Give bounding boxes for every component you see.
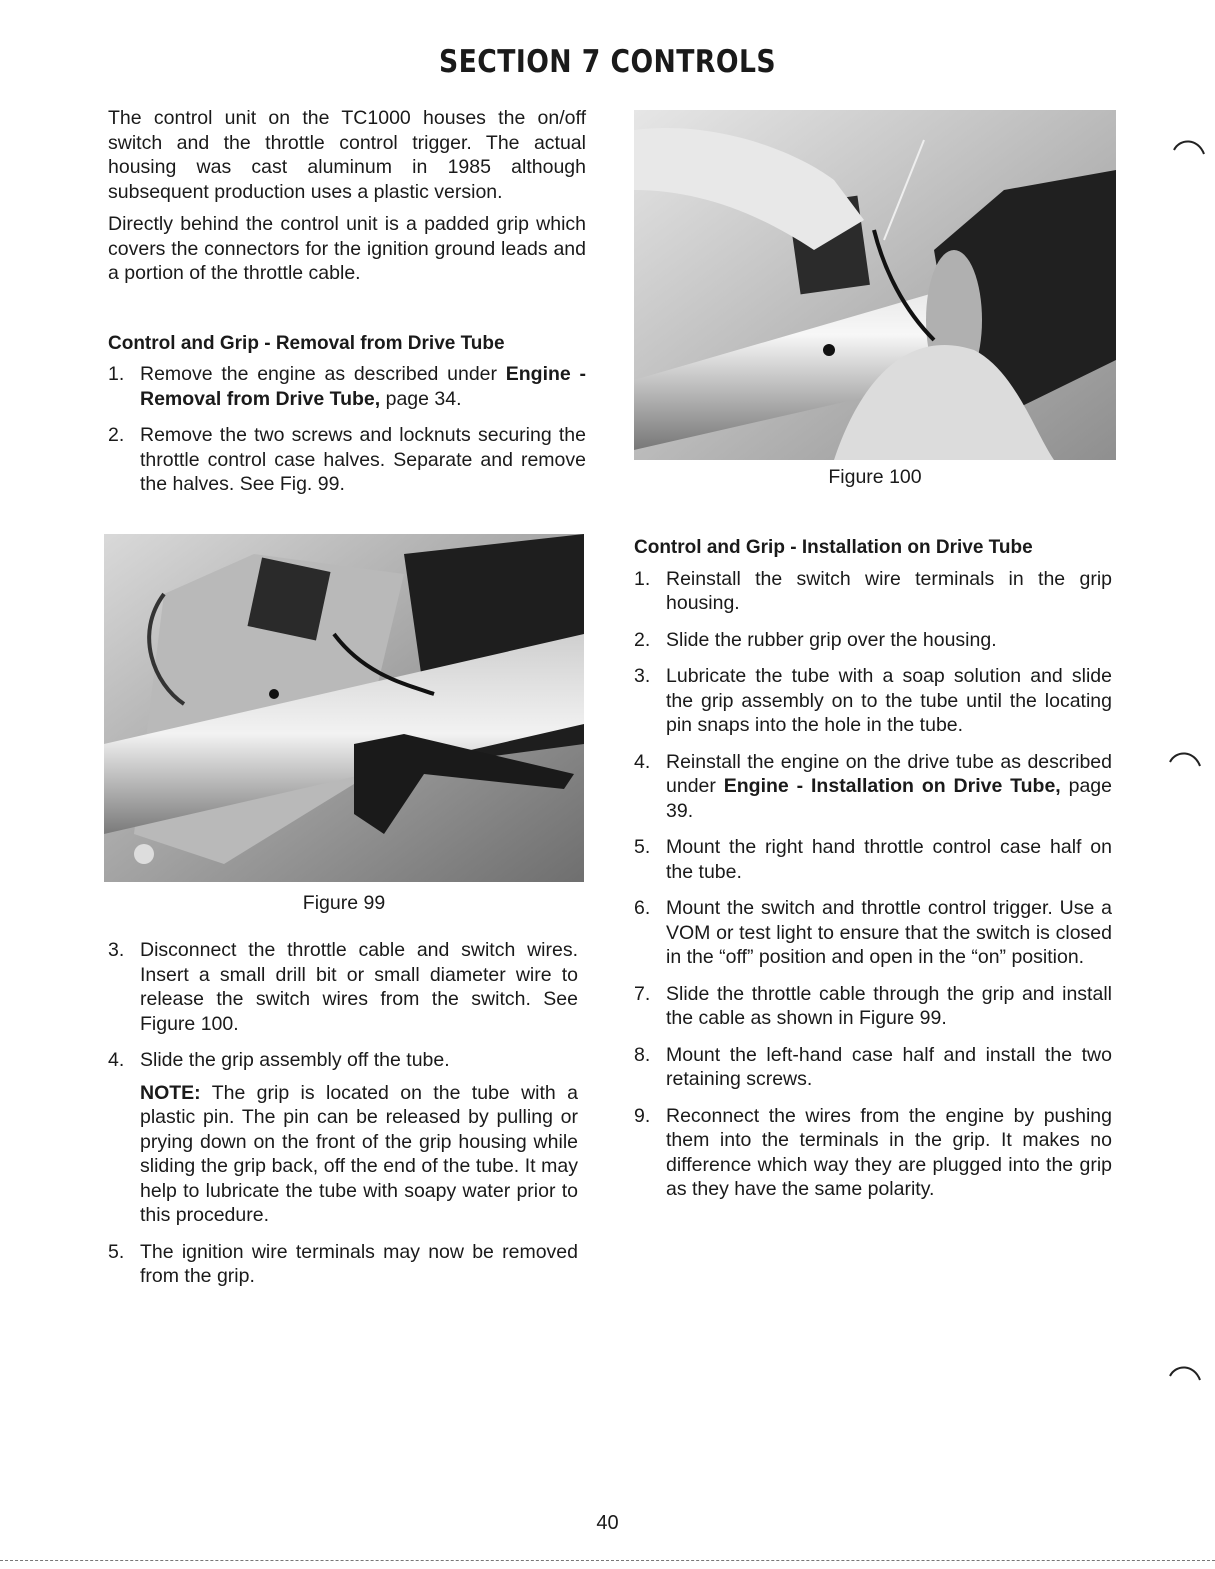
installation-step-2: 2. Slide the rubber grip over the housing. (634, 628, 997, 651)
installation-step-7: 7. Slide the throttle cable through the grip and install the cable as shown in Figure 99. (634, 982, 1112, 1029)
left-column-lower (108, 938, 578, 1301)
page-number: 40 (596, 1512, 619, 1534)
intro-paragraph-2: Directly behind the control unit is a padded grip which covers the connectors for the ignition ground leads and a portion of the throttle cable. (108, 213, 586, 284)
scan-edge-divider (0, 1560, 1215, 1561)
figure-100 (634, 110, 1116, 489)
removal-steps-continued (108, 938, 578, 1289)
installation-step-8: 8. Mount the left-hand case half and install the two retaining screws. (634, 1043, 1112, 1090)
removal-heading: Control and Grip - Removal from Drive Tube (108, 332, 505, 354)
removal-steps (108, 362, 586, 497)
binder-hole-icon (1172, 136, 1206, 170)
figure-100-caption: Figure 100 (828, 466, 922, 488)
installation-step-5: 5. Mount the right hand throttle control case half on the tube. (634, 836, 1112, 883)
intro-paragraph-1: The control unit on the TC1000 houses the on/off switch and the throttle control trigger. The actual housing was cast aluminum in 1985 although subsequent production uses a plastic version. (108, 107, 586, 203)
figure-100-photo (634, 110, 1116, 460)
installation-step-4: 4. Reinstall the engine on the drive tube as described under Engine - Installation on Drive Tube, page 39. (634, 750, 1112, 822)
binder-hole-icon (1168, 748, 1202, 782)
removal-step-4: 4. Slide the grip assembly off the tube. NOTE: The grip is located on the tube with a plastic pin. The pin can be released by pulling or prying down on the front of the grip housing while sliding the grip back, off the end of the tube. It may help to lubricate the tube with soapy water prior to this procedure. (108, 1049, 578, 1226)
installation-step-3: 3. Lubricate the tube with a soap solution and slide the grip assembly on to the tube until the locating pin snaps into the hole in the tube. (634, 665, 1112, 736)
switch-wires-photo-icon (634, 110, 1116, 460)
right-column (634, 536, 1112, 1214)
section-title: SECTION 7 CONTROLS (438, 44, 777, 80)
installation-heading: Control and Grip - Installation on Drive Tube (634, 537, 1033, 558)
grip-assembly-photo-icon (104, 534, 584, 882)
removal-note: NOTE: The grip is located on the tube with a plastic pin. The pin can be released by pulling or prying down on the front of the grip housing while sliding the grip back, off the end of the tube. It may help to lubricate the tube with soapy water prior to this procedure. (140, 1081, 578, 1226)
removal-step-2: 2. Remove the two screws and locknuts securing the throttle control case halves. Separate and remove the halves. See Fig. 99. (108, 424, 586, 495)
binder-hole-icon (1168, 1362, 1202, 1396)
installation-step-9: 9. Reconnect the wires from the engine by pushing them into the terminals in the grip. It makes no difference which way they are plugged into the grip as they have the same polarity. (634, 1104, 1112, 1200)
installation-steps (634, 567, 1112, 1202)
installation-step-1: 1. Reinstall the switch wire terminals in the grip housing. (634, 567, 1112, 614)
figure-99-caption: Figure 99 (302, 892, 386, 914)
figure-99-photo (104, 534, 584, 882)
removal-step-1: 1. Remove the engine as described under Engine - Removal from Drive Tube, page 34. (108, 363, 586, 410)
installation-step-6: 6. Mount the switch and throttle control trigger. Use a VOM or test light to ensure that the switch is closed in the “off” position and open in the “on” position. (634, 897, 1112, 968)
removal-step-3: 3. Disconnect the throttle cable and switch wires. Insert a small drill bit or small diameter wire to release the switch wires from the switch. See Figure 100. (108, 939, 578, 1035)
left-column (108, 106, 586, 509)
figure-99 (104, 534, 584, 915)
removal-step-5: 5. The ignition wire terminals may now be removed from the grip. (108, 1240, 578, 1287)
